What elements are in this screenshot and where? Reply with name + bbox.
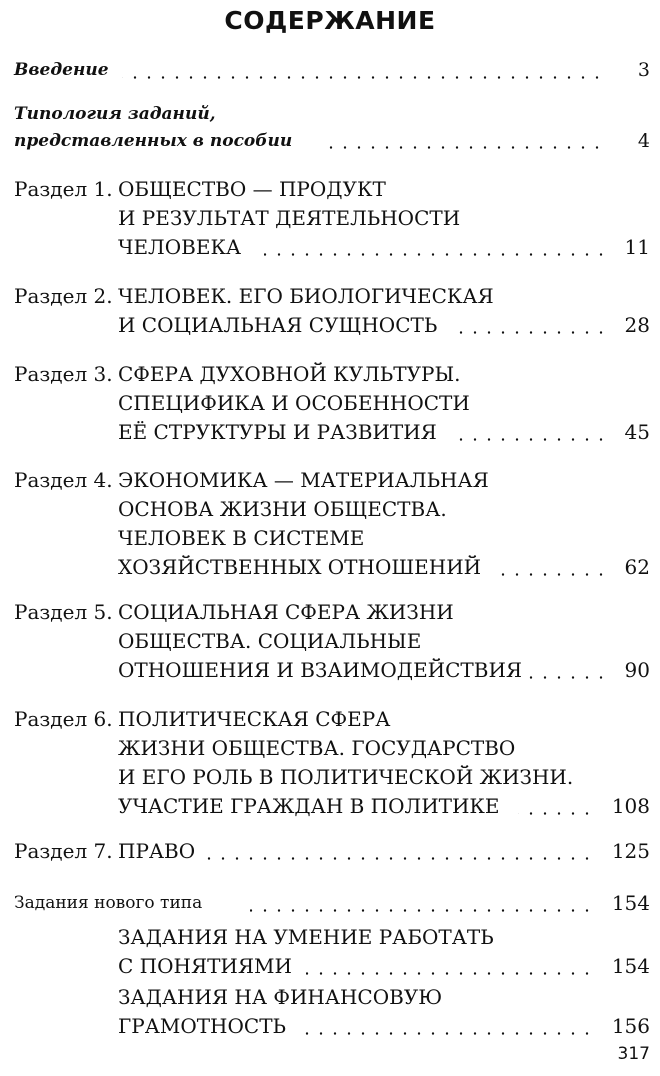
leader-dots	[496, 573, 608, 576]
toc-page-number: 154	[611, 954, 650, 978]
section-title-line: СОЦИАЛЬНАЯ СФЕРА ЖИЗНИ	[118, 600, 454, 624]
leader-dots	[300, 1032, 594, 1035]
section-title-line: ЕЁ СТРУКТУРЫ И РАЗВИТИЯ	[118, 420, 437, 444]
toc-entry-label: представленных в пособии	[14, 131, 293, 151]
section-title-line: ЗАДАНИЯ НА ФИНАНСОВУЮ	[118, 985, 443, 1009]
toc-entry-label: Задания нового типа	[14, 893, 203, 913]
section-title-line: ХОЗЯЙСТВЕННЫХ ОТНОШЕНИЙ	[118, 555, 482, 579]
section-prefix: Раздел 4.	[14, 468, 113, 492]
section-prefix: Раздел 6.	[14, 707, 113, 731]
section-title-line: ОБЩЕСТВА. СОЦИАЛЬНЫЕ	[118, 629, 422, 653]
section-title-line: ЗАДАНИЯ НА УМЕНИЕ РАБОТАТЬ	[118, 925, 494, 949]
section-title-line: ЧЕЛОВЕК В СИСТЕМЕ	[118, 526, 365, 550]
leader-dots	[250, 909, 594, 912]
toc-entry-subsection-concepts[interactable]	[14, 923, 650, 981]
toc-entry-section-5[interactable]	[14, 598, 650, 685]
section-title-line: ОБЩЕСТВО — ПРОДУКТ	[118, 177, 386, 201]
section-prefix: Раздел 5.	[14, 600, 113, 624]
toc-page-number: 45	[624, 420, 650, 444]
leader-dots	[454, 331, 608, 334]
section-title-line: И РЕЗУЛЬТАТ ДЕЯТЕЛЬНОСТИ	[118, 206, 461, 230]
toc-page-number: 4	[637, 130, 650, 152]
toc-entry-section-7[interactable]	[14, 837, 650, 866]
section-title-line: ОСНОВА ЖИЗНИ ОБЩЕСТВА.	[118, 497, 447, 521]
page-number: 317	[617, 1044, 650, 1064]
toc-entry-section-4[interactable]	[14, 466, 650, 582]
toc-page-number: 28	[624, 313, 650, 337]
section-title-line: ПРАВО	[118, 839, 196, 863]
section-title-line: СФЕРА ДУХОВНОЙ КУЛЬТУРЫ.	[118, 362, 461, 386]
section-title-line: И СОЦИАЛЬНАЯ СУЩНОСТЬ	[118, 313, 438, 337]
section-title-line: СПЕЦИФИКА И ОСОБЕННОСТИ	[118, 391, 470, 415]
section-title-line: ЧЕЛОВЕК. ЕГО БИОЛОГИЧЕСКАЯ	[118, 284, 494, 308]
section-title-line: ПОЛИТИЧЕСКАЯ СФЕРА	[118, 707, 391, 731]
toc-page-number: 11	[624, 235, 650, 259]
section-title-line: ЧЕЛОВЕКА	[118, 235, 242, 259]
toc-entry-typology[interactable]	[14, 101, 650, 155]
toc-entry-label: Введение	[14, 60, 109, 80]
leader-dots	[458, 438, 608, 441]
toc-page-number: 156	[611, 1014, 650, 1038]
leader-dots	[264, 253, 608, 256]
section-title-line: ОТНОШЕНИЯ И ВЗАИМОДЕЙСТВИЯ	[118, 658, 523, 682]
leader-dots	[204, 857, 594, 860]
leader-dots	[320, 146, 604, 149]
toc-entry-intro[interactable]	[14, 56, 650, 85]
toc-page-number: 62	[624, 555, 650, 579]
section-prefix: Раздел 3.	[14, 362, 113, 386]
leader-dots	[518, 812, 594, 815]
section-title-line: ГРАМОТНОСТЬ	[118, 1014, 287, 1038]
section-prefix: Раздел 1.	[14, 177, 113, 201]
section-prefix: Раздел 7.	[14, 839, 113, 863]
toc-page-number: 3	[637, 59, 650, 81]
section-title-line: С ПОНЯТИЯМИ	[118, 954, 292, 978]
toc-page-number: 154	[611, 891, 650, 915]
section-title-line: УЧАСТИЕ ГРАЖДАН В ПОЛИТИКЕ	[118, 794, 500, 818]
toc-page-number: 108	[611, 794, 650, 818]
toc-entry-section-2[interactable]	[14, 282, 650, 340]
toc-entry-label: Типология заданий,	[14, 104, 216, 124]
section-title-line: И ЕГО РОЛЬ В ПОЛИТИЧЕСКОЙ ЖИЗНИ.	[118, 765, 574, 789]
section-prefix: Раздел 2.	[14, 284, 113, 308]
toc-entry-section-3[interactable]	[14, 360, 650, 447]
toc-page-number: 90	[624, 658, 650, 682]
toc-entry-subsection-finance[interactable]	[14, 983, 650, 1041]
toc-entry-new-tasks[interactable]	[14, 889, 650, 918]
leader-dots	[306, 972, 594, 975]
toc-entry-section-6[interactable]	[14, 705, 650, 821]
page-title: СОДЕРЖАНИЕ	[224, 6, 436, 35]
leader-dots	[528, 676, 608, 679]
section-title-line: ЖИЗНИ ОБЩЕСТВА. ГОСУДАРСТВО	[118, 736, 516, 760]
leader-dots	[122, 76, 604, 79]
toc-page-number: 125	[611, 839, 650, 863]
section-title-line: ЭКОНОМИКА — МАТЕРИАЛЬНАЯ	[118, 468, 489, 492]
toc-entry-section-1[interactable]	[14, 175, 650, 262]
